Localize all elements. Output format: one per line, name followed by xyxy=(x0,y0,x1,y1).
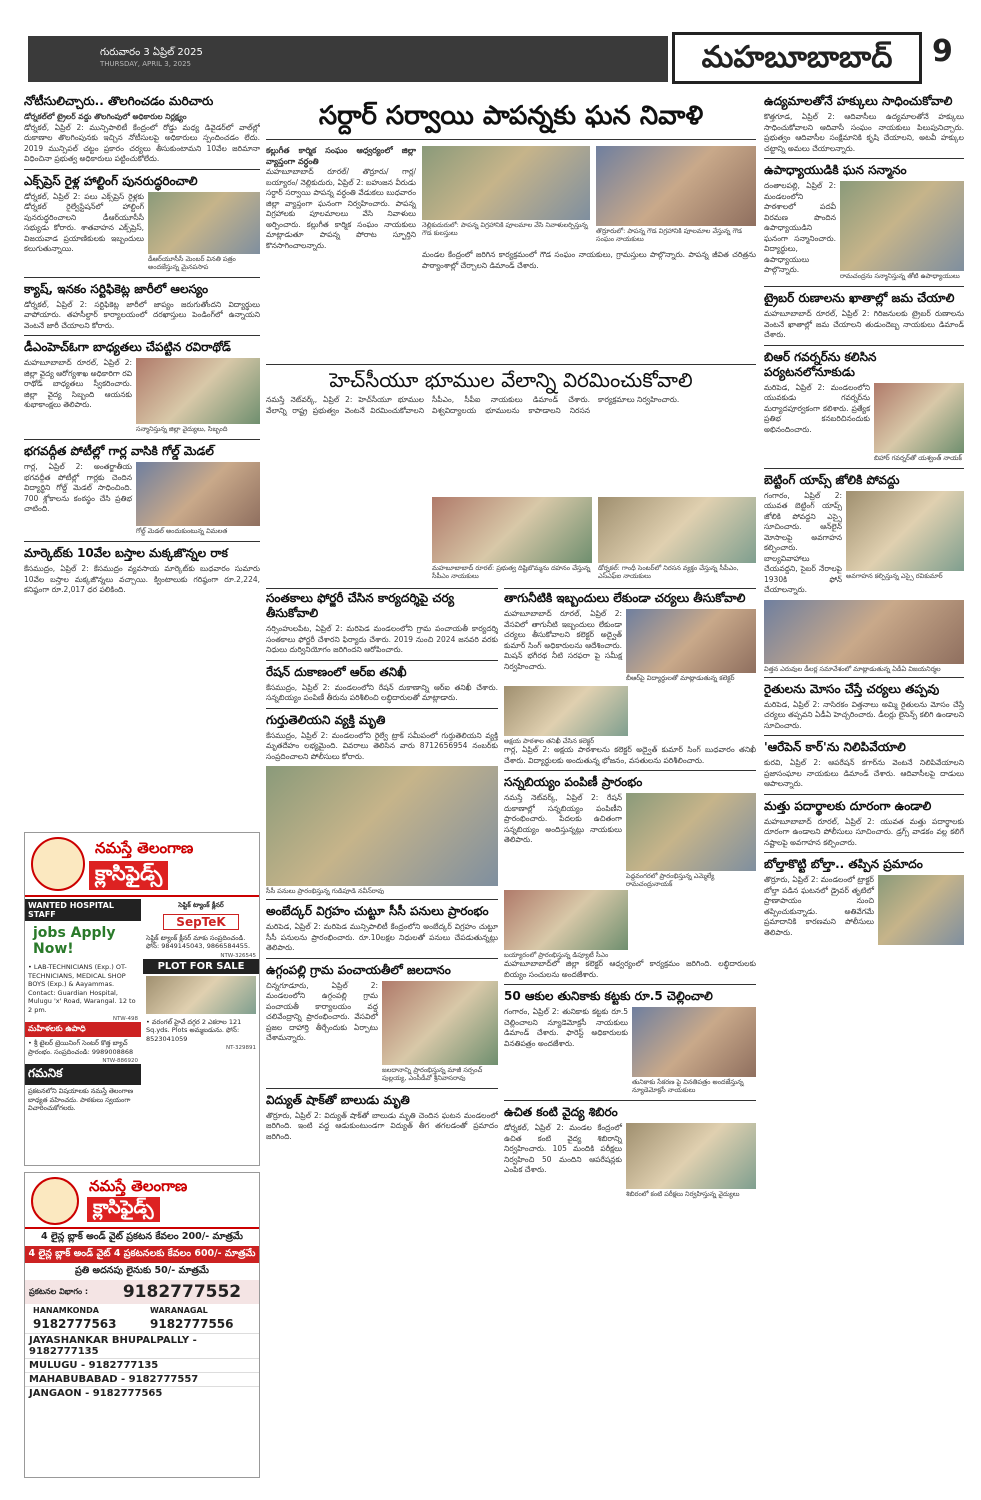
rate-line-1: 4 లైన్ల బ్లాక్ అండ్ వైట్ ప్రకటన కేవలం 200/- మాత్రమే xyxy=(41,1231,243,1242)
story-death-heading: గుర్తుతెలియని వ్యక్తి మృతి xyxy=(266,712,386,727)
divider xyxy=(24,169,260,170)
hcu-photo-1 xyxy=(432,497,592,563)
plot-photo xyxy=(146,976,256,1014)
story-rice-body: నమస్తే నెట్‌వర్క్, ఏప్రిల్ 2: రేషన్ దుకాణాల్లో సన్నబియ్యం పంపిణీని ప్రారంభించారు. పేదలకు ఉచితంగా సన్నబియ్యం అందిస్తున్నట్లు నాయకులు తెలిపారు. xyxy=(504,793,622,844)
plot-text: • వరంగల్ హైవే దగ్గర 2 ఎకరాల 121 Sq.yds. Plots అమ్మబడును. ఫోన్: 8523041059 xyxy=(146,1017,242,1043)
story-water-photo xyxy=(626,609,756,673)
story-express-photo-block xyxy=(148,192,260,271)
divider xyxy=(764,852,964,853)
ads-dept-row xyxy=(25,1280,259,1304)
story-jaladanam-caption: జలదానాన్ని ప్రారంభిస్తున్న మాజీ సర్పంచ్ పుల్లయ్య, ఎంపీడీవో శ్రీనివాసరావు xyxy=(382,1065,483,1082)
district-phone-3: MAHABUBABAD - 9182777557 xyxy=(25,1372,259,1386)
city-1-phone: 9182777563 xyxy=(33,1317,117,1331)
divider xyxy=(764,677,964,678)
lead-story xyxy=(266,146,756,358)
classifieds-right-column xyxy=(143,899,259,1051)
story-electric-body: తొర్రూరు, ఏప్రిల్ 2: విద్యుత్ షాక్‌తో బాలుడు మృతి చెందిన ఘటన మండలంలో జరిగింది. ఇంటి వద్ద ఆడుకుంటుండగా విద్యుత్ తీగ తగలడంతో ప్రమాదం జరిగింది. xyxy=(266,1110,498,1141)
story-rice-heading: సన్నబియ్యం పంపిణీ ప్రారంభం xyxy=(504,775,643,789)
rate-line-2: 4 లైన్ల బ్లాక్ అండ్ వైట్ 4 ప్రకటనలకు కేవలం 600/- మాత్రమే xyxy=(25,1246,259,1263)
mahila-tag: NTW-886920 xyxy=(102,1058,138,1064)
story-teacher-body: దంతాలపల్లి, ఏప్రిల్ 2: మండలంలోని పాఠశాలలో పదవీ విరమణ పొందిన ఉపాధ్యాయుడిని ఘనంగా సన్మానించారు. విద్యార్థులు, ఉపాధ్యాయులు పాల్గొన్నారు. xyxy=(764,181,836,274)
left-column xyxy=(24,92,260,828)
story-teacher-heading: ఉపాధ్యాయుడికి ఘన సన్మానం xyxy=(764,163,907,177)
lead-body: మహబూబాబాద్ రూరల్/ తొర్రూరు/ గార్ల/ బయ్యారం/ నెల్లికుదురు, ఏప్రిల్ 2: బహుజన వీరుడు సర్దార్ సర్వాయి పాపన్న వర్ధంతి వేడుకలు బుధవారం జిల్లా వ్యాప్తంగా ఘనంగా నిర్వహించారు. పాపన్న విగ్రహాలకు పూలమాలలు వేసి నివాళులు అర్పించారు. కల్లుగీత కార్మిక సంఘం నాయకులు మాట్లాడుతూ పాపన్న పోరాట స్ఫూర్తిని కొనసాగించాలన్నారు. xyxy=(266,167,416,250)
story-water-caption: బీఆర్‌పై విద్యార్థులతో మాట్లాడుతున్న కలెక్టర్ xyxy=(626,674,735,682)
story-exam-body: గార్ల, ఏప్రిల్ 2: అక్షయ పాఠశాలను కలెక్టర్ అద్వైత్ కుమార్ సింగ్ బుధవారం తనిఖీ చేశారు. విద్యార్థులకు అందుతున్న భోజనం, వసతులను పరిశీలించారు. xyxy=(504,745,756,765)
divider xyxy=(266,708,498,709)
story-accident-heading: బోల్తాకొట్టి బోల్తా.. తప్పిన ప్రమాదం xyxy=(764,857,923,871)
story-rights-body: కొత్తగూడ, ఏప్రిల్ 2: ఆదివాసీలు ఉద్యమాలతోనే హక్కులు సాధించుకోవాలని ఆదివాసీ సంఘం నాయకులు పిలుపునిచ్చారు. ప్రభుత్వం ఆదివాసీల సంక్షేమానికి కృషి చేయాలని, అటవీ హక్కుల చట్టాన్ని అమలు చేయాలన్నారు. xyxy=(764,112,964,153)
story-ration-heading: రేషన్ దుకాణంలో ఆర్‌ఐ తనిఖీ xyxy=(266,664,407,679)
story-market-heading: మార్కెట్‌కు 10వేల బస్తాల మక్కజొన్నల రాక xyxy=(24,546,228,560)
story-ambedkar-body: మరిపెడ, ఏప్రిల్ 2: మరిపెడ మున్సిపాలిటీ కేంద్రంలోని అంబేద్కర్ విగ్రహం చుట్టూ సీసీ పనులను ప్రారంభించారు. రూ.10లక్షల నిధులతో పనులు చేపడుతున్నట్లు తెలిపారు. xyxy=(266,922,498,952)
classifieds-header xyxy=(25,1173,259,1229)
story-betting-body: గంగారం, ఏప్రిల్ 2: యువత బెట్టింగ్ యాప్స్ జోలికి పోవద్దని ఎస్సై సూచించారు. ఆన్‌లైన్ మోసాలపై అవగాహన కల్పించారు. బాల్యవివాహాలు చేయవద్దని, సైబర్ నేరాలపై 1930కి ఫోన్ చేయాలన్నారు. xyxy=(764,490,842,594)
divider xyxy=(24,541,260,542)
divider xyxy=(504,1100,756,1101)
story-express-caption: డీఆర్‌యూసీసీ మెంబర్ వినతి పత్రం అందజేస్తున్న మైనపసాప xyxy=(148,254,236,271)
ads-dept-label: ప్రకటనల విభాగం : xyxy=(29,1286,89,1296)
story-ration-body: కేసముద్రం, ఏప్రిల్ 2: మండలంలోని రేషన్ దుకాణాన్ని ఆర్‌ఐ తనిఖీ చేశారు. సన్నబియ్యం పంపిణీ తీరును పరిశీలించి లబ్ధిదారులతో మాట్లాడారు. xyxy=(266,682,498,702)
story-express-photo xyxy=(148,192,260,254)
story-gita-body: గార్ల, ఏప్రిల్ 2: అంతర్జాతీయ భగవద్గీత పోటీల్లో గార్లకు చెందిన విద్యార్థిని గోల్డ్ మెడల్ సాధించింది. 700 శ్లోకాలను కంఠస్థం చేసి ప్రతిభ చాటింది. xyxy=(24,462,132,513)
divider xyxy=(764,794,964,795)
divider xyxy=(266,1088,498,1089)
plot-tag: NT-329891 xyxy=(226,1045,256,1051)
city-phone-row xyxy=(25,1304,259,1333)
story-rice-photo-1 xyxy=(626,793,756,871)
story-tunikaku-heading: 50 ఆకుల తునికాకు కట్టకు రూ.5 చెల్లించాలి xyxy=(504,989,713,1003)
rate-line-3: ప్రతి అదనపు లైనుకు 50/- మాత్రమే xyxy=(75,1265,209,1276)
story-rice-caption-1: పెద్దవంగరలో ప్రారంభిస్తున్న ఎమ్మెల్యే రామచంద్రునాయక్ xyxy=(626,872,715,888)
story-express-heading: ఎక్స్‌ప్రెస్ రైళ్ల హాల్టింగ్ పునరుద్ధరించాలి xyxy=(24,173,198,188)
district-phone-4: JANGAON - 9182777565 xyxy=(25,1386,259,1400)
hcu-photo-2 xyxy=(598,497,756,563)
story-gita-heading: భగవద్గీత పోటీల్లో గార్ల వాసికి గోల్డ్ మెడల్ xyxy=(24,444,214,458)
story-dmho-caption: సన్మానిస్తున్న జిల్లా వైద్యులు, సిబ్బంది xyxy=(136,425,228,433)
lead-text-column xyxy=(266,146,416,251)
story-electric-heading: విద్యుత్ షాక్‌తో బాలుడు మృతి xyxy=(266,1092,410,1107)
story-betting-caption: అవగాహన కల్పిస్తున్న ఎస్సై రవికుమార్ xyxy=(846,571,943,580)
hcu-caption-1: మహబూబాబాద్ రూరల్: ప్రభుత్వ దిష్టిబొమ్మను దహనం చేస్తున్న సీపీఎం నాయకులు xyxy=(432,564,591,580)
story-dealers-caption: విత్తన ఎరువుల డీలర్ల సమావేశంలో మాట్లాడుతున్న ఏడీఏ విజయనిర్మల xyxy=(764,664,941,673)
city-1-name: HANAMKONDA xyxy=(33,1306,99,1315)
story-teacher-photo xyxy=(840,181,964,271)
notice-heading: గమనిక xyxy=(25,1064,141,1085)
story-jaladanam-body: చిన్నగూడూరు, ఏప్రిల్ 2: మండలంలోని ఉగ్గంపల్లి గ్రామ పంచాయతీ కార్యాలయం వద్ద చలివేంద్రాన్ని ప్రారంభించారు. వేసవిలో ప్రజల దాహార్తి తీర్చేందుకు ఏర్పాటు చేశామన్నారు. xyxy=(266,980,378,1042)
mahila-text: • శ్రీ టైలర్ ట్రెయినింగ్ సెంటర్ కొత్త బ్యాచ్ ప్రారంభం. సంప్రదించండి: 9989008868 xyxy=(28,1039,134,1056)
story-betting-photo-block xyxy=(846,491,964,580)
jobs-tag: NTW-498 xyxy=(112,1016,138,1022)
story-tunikaku-photo-block xyxy=(632,1007,756,1094)
story-eye-camp-heading: ఉచిత కంటి వైద్య శిబిరం xyxy=(504,1105,618,1119)
divider xyxy=(266,660,498,661)
story-jaladanam-heading: ఉగ్గంపల్లి గ్రామ పంచాయతీలో జలదానం xyxy=(266,962,451,977)
story-betting-photo xyxy=(846,491,964,571)
story-governor-caption: బిహార్ గవర్నర్‌తో యశ్వంత్ నాయక్ xyxy=(874,453,962,462)
story-rights-heading: ఉద్యమాలతోనే హక్కులు సాధించుకోవాలి xyxy=(764,94,953,108)
center-left-column xyxy=(266,588,498,1478)
septic-tag: NTW-326545 xyxy=(220,952,256,959)
masthead-date-english: THURSDAY, APRIL 3, 2025 xyxy=(100,60,191,68)
story-rice-body-2: మహబూబాబాద్‌లో జిల్లా కలెక్టర్ ఆధ్వర్యంలో కార్యక్రమం జరిగింది. లబ్ధిదారులకు బియ్యం సంచులను అందజేశారు. xyxy=(504,959,756,979)
story-farmers-heading: రైతులను మోసం చేస్తే చర్యలు తప్పవు xyxy=(764,681,940,696)
story-market-body: కేసముద్రం, ఏప్రిల్ 2: కేసముద్రం వ్యవసాయ మార్కెట్‌కు బుధవారం సుమారు 10వేల బస్తాల మక్కజొన్నలు వచ్చాయి. క్వింటాలుకు గరిష్ఠంగా రూ.2,224, కనిష్ఠంగా రూ.2,017 ధర పలికింది. xyxy=(24,564,260,594)
lead-body-2: మండల కేంద్రంలో జరిగిన కార్యక్రమంలో గౌడ సంఘం నాయకులు, గ్రామస్తులు పాల్గొన్నారు. పాపన్న జీవిత చరిత్రను పాఠ్యాంశాల్లో చేర్చాలని డిమాండ్ చేశారు. xyxy=(422,250,756,270)
story-notice-subheading: డోర్నకల్‌లో ట్రైలర్ వద్దు తొలగింపులో అధికారుల నిర్లక్ష్యం xyxy=(24,112,187,121)
story-jaladanam-photo xyxy=(382,981,498,1065)
classifieds-ad-1 xyxy=(24,832,260,1166)
divider xyxy=(764,468,964,469)
hcu-body: నమస్తే నెట్‌వర్క్, ఏప్రిల్ 2: హెచ్‌సీయూ భూముల వేలాన్ని రాష్ట్ర ప్రభుత్వం వెంటనే విరమించుకోవాలని సీపీఎం, సీపీఐ నాయకులు డిమాండ్ చేశారు. విశ్వవిద్యాలయ భూములను కాపాడాలని నిరసన కార్యక్రమాలు నిర్వహించారు. xyxy=(266,395,680,415)
story-tunikaku-caption: తునికాకు సేకరణ పై వినతిపత్రం అందజేస్తున్న న్యూడెమోక్రసీ నాయకులు xyxy=(632,1078,744,1094)
septic-text: సెప్టిక్ ట్యాంక్ క్లీనర్ మాకు సంప్రదించండి. ఫోన్: 9849145043, 9866584455. xyxy=(146,933,251,950)
classifieds-seal-icon xyxy=(31,837,85,891)
divider xyxy=(764,158,964,159)
story-governor-photo xyxy=(874,383,964,453)
story-notice-heading: నోటీసులిచ్చారు.. తొలగించడం మరిచారు xyxy=(24,94,214,108)
lead-photo-1 xyxy=(422,146,590,220)
divider xyxy=(764,345,964,346)
story-gita-photo-block xyxy=(136,462,260,535)
story-kagar-heading: 'ఆరేపెన్ కార్'ను నిలిపివేయాలి xyxy=(764,740,906,754)
hcu-story xyxy=(266,364,756,582)
story-governor-photo-block xyxy=(874,383,964,462)
city-2-phone: 9182777556 xyxy=(150,1317,234,1331)
story-teacher-photo-block xyxy=(840,181,964,280)
story-certificates-body: డోర్నకల్, ఏప్రిల్ 2: సర్టిఫికెట్ల జారీలో జాప్యం జరుగుతోందని విద్యార్థులు వాపోయారు. తహసీల్దార్ కార్యాలయంలో దరఖాస్తులు పెండింగ్‌లో ఉన్నాయని వెంటనే జారీ చేయాలని కోరారు. xyxy=(24,299,260,330)
notice-text: ప్రకటనలోని విషయాలకు నమస్తే తెలంగాణ బాధ్యత వహించదు. పాఠకులు స్వయంగా విచారించుకోగలరు. xyxy=(28,1087,134,1112)
divider xyxy=(764,735,964,736)
hcu-caption-2: డోర్నకల్: గాంధీ సెంటర్‌లో నిరసన వ్యక్తం చేస్తున్న సీపీఎం, ఎస్‌ఎఫ్‌ఐ నాయకులు xyxy=(598,564,739,580)
story-ambedkar-heading: అంబేద్కర్ విగ్రహం చుట్టూ సీసీ పనులు ప్రారంభం xyxy=(266,904,489,918)
middle-column xyxy=(504,588,756,1478)
divider xyxy=(504,770,756,771)
masthead xyxy=(20,26,964,88)
classifieds-left-column xyxy=(25,899,141,1115)
divider xyxy=(24,439,260,440)
story-kagar-body: కురవి, ఏప్రిల్ 2: ఆపరేషన్ కగార్‌ను వెంటనే నిలిపివేయాలని ప్రజాసంఘాల నాయకులు డిమాండ్ చేశారు. ఆదివాసీలపై దాడులు ఆపాలన్నారు. xyxy=(764,758,964,788)
story-water-body: మహబూబాబాద్ రూరల్, ఏప్రిల్ 2: వేసవిలో తాగునీటి ఇబ్బందులు లేకుండా చర్యలు తీసుకోవాలని కలెక్టర్ అద్వైత్ కుమార్ సింగ్ అధికారులను ఆదేశించారు. మిషన్ భగీరథ నీటి సరఫరా పై సమీక్ష నిర్వహించారు. xyxy=(504,609,622,671)
story-dealers-photo xyxy=(764,600,964,664)
story-water-heading: తాగునీటికి ఇబ్బందులు లేకుండా చర్యలు తీసుకోవాలి xyxy=(504,591,746,605)
story-accident-photo xyxy=(878,875,964,945)
story-notice-body: డోర్నకల్, ఏప్రిల్ 2: మున్సిపాలిటీ కేంద్రంలో రోడ్డు మధ్య డివైడర్‌లో వాల్‌ల్లో దుకాణాల తొలగింపునకు ఇచ్చిన నోటీసులపై అధికారులు స్పందించడం లేదు. 2019 మున్సిపల్ చట్టం ప్రకారం చర్యలు తీసుకుంటామని 10వేల జరిమానా విధించినా ప్రభుత్వ అధికారులు పట్టించుకోలేదు. xyxy=(24,122,260,163)
city-2-name: WARANAGAL xyxy=(150,1306,208,1315)
classifieds-seal-icon xyxy=(31,1177,79,1225)
story-gita-photo xyxy=(136,462,260,526)
page-number: 9 xyxy=(932,34,953,69)
story-tribal-loans-body: మహబూబాబాద్ రూరల్, ఏప్రిల్ 2: గిరిజనులకు ట్రైబర్ రుణాలను వెంటనే ఖాతాల్లో జమ చేయాలని తుడుందెబ్బ నాయకులు డిమాండ్ చేశారు. xyxy=(764,309,964,339)
story-rice-photo-2 xyxy=(504,890,628,950)
hcu-photo-1-block xyxy=(432,497,592,580)
story-forgery-heading: సంతకాలు ఫోర్జరీ చేసిన కార్యదర్శిపై చర్య తీసుకోవాలి xyxy=(266,591,455,620)
story-jaladanam-photo-block xyxy=(382,981,498,1082)
story-drugs-heading: మత్తు పదార్థాలకు దూరంగా ఉండాలి xyxy=(764,798,932,813)
jobs-text: • LAB-TECHNICIANS (Exp.) OT-TECHNICIANS, MEDICAL SHOP BOYS (Exp.) & Aayammas. Contact: Guardian Hospital, Mulugu 'x' Road, Warangal. 12 to 2 pm. xyxy=(28,963,136,1014)
story-express-body: డోర్నకల్, ఏప్రిల్ 2: పలు ఎక్స్‌ప్రెస్ రైళ్లకు డోర్నకల్ రైల్వేస్టేషన్‌లో హాల్టింగ్ పునరుద్ధరించాలని డీఆర్‌యూసీసీ సభ్యుడు కోరారు. శాతవాహన ఎక్స్‌ప్రెస్, విజయవాడ ప్రయాణికులకు ఇబ్బందులు కలుగుతున్నాయి. xyxy=(24,191,144,253)
story-forgery-body: నర్సింహులపేట, ఏప్రిల్ 2: మరిపెడ మండలంలోని గ్రామ పంచాయతీ కార్యదర్శి సంతకాలు ఫోర్జరీ చేశారని ఫిర్యాదు చేశారు. 2019 నుంచి 2024 జనవరి వరకు నిధులు దుర్వినియోగం జరిగిందని ఆరోపించారు. xyxy=(266,624,498,654)
story-eye-camp-caption: శిబిరంలో కంటి పరీక్షలు నిర్వహిస్తున్న వైద్యులు xyxy=(626,1190,740,1198)
story-certificates-heading: క్యాష్, ఇనకం సర్టిఫికెట్ల జారీలో ఆలస్యం xyxy=(24,281,209,296)
ads-dept-phone: 9182777552 xyxy=(122,1282,242,1302)
hcu-headline: హెచ్‌సీయూ భూముల వేలాన్ని విరమించుకోవాలి xyxy=(329,368,693,392)
lead-caption-1: నెల్లికుదురులో: పాపన్న విగ్రహానికి పూలమాల వేసి నివాళులర్పిస్తున్న గౌడ కులస్తులు xyxy=(422,221,588,237)
divider xyxy=(24,277,260,278)
classifieds-brand-main: క్లాసిఫైడ్స్ xyxy=(87,1197,160,1222)
story-gita-caption: గోల్డ్ మెడల్ అందుకుంటున్న విమలత xyxy=(136,527,228,535)
story-tribal-loans-heading: ట్రైబర్ రుణాలను ఖాతాల్లో జమ చేయాలి xyxy=(764,291,955,305)
masthead-date: గురువారం 3 ఏప్రిల్ 2025 xyxy=(100,47,203,58)
septic-logo: SepTeK xyxy=(163,914,239,930)
divider xyxy=(24,335,260,336)
divider xyxy=(266,899,498,900)
city-1 xyxy=(25,1304,142,1333)
story-water-photo-block xyxy=(626,609,756,682)
mahila-heading: మహిళలకు ఉపాధి xyxy=(25,1022,141,1037)
hcu-photo-2-block xyxy=(598,497,756,580)
story-exam-photo xyxy=(504,686,628,736)
classifieds-brand-top: నమస్తే తెలంగాణ xyxy=(95,839,194,857)
classifieds-header xyxy=(25,833,259,897)
right-column xyxy=(764,92,964,1478)
story-rice-photo-block xyxy=(626,793,756,888)
classifieds-brand-main: క్లాసిఫైడ్స్ xyxy=(89,861,168,890)
divider xyxy=(764,286,964,287)
story-death-body: కేసముద్రం, ఏప్రిల్ 2: మండలంలోని రైల్వే ట్రాక్ సమీపంలో గుర్తుతెలియని వ్యక్తి మృతదేహం లభ్యమైంది. వివరాలు తెలిసిన వారు 8712656954 నంబర్‌కు సంప్రదించాలని పోలీసులు కోరారు. xyxy=(266,730,498,761)
lead-photo-1-block xyxy=(422,146,590,237)
lead-photo-2 xyxy=(596,146,756,226)
story-farmers-body: మరిపెడ, ఏప్రిల్ 2: నాసిరకం విత్తనాలు అమ్మి రైతులను మోసం చేస్తే చర్యలు తప్పవని ఏడీఏ హెచ్చరించారు. డీలర్లు లైసెన్స్ కలిగి ఉండాలని సూచించారు. xyxy=(764,699,964,730)
story-cc-photo xyxy=(266,766,498,886)
classifieds-brand-top: నమస్తే తెలంగాణ xyxy=(89,1177,188,1195)
city-2 xyxy=(142,1304,259,1333)
story-governor-heading: బిఆర్ గవర్నర్‌ను కలిసిన పర్యటనలోనూకుడు xyxy=(764,349,877,379)
wanted-staff-heading: WANTED HOSPITAL STAFF xyxy=(25,899,141,921)
district-title: మహబూబాబాద్ xyxy=(672,32,922,84)
classifieds-ad-2 xyxy=(24,1172,260,1478)
lead-banner xyxy=(266,96,756,140)
story-eye-camp-photo-block xyxy=(626,1123,756,1198)
story-betting-heading: బెట్టింగ్ యాప్స్ జోలికి పోవద్దు xyxy=(764,472,900,487)
story-dmho-heading: డీఎంహెచ్‌ఓగా బాధ్యతలు చేపట్టిన రవిరాథోడ్ xyxy=(24,340,231,354)
district-phone-1: JAYASHANKAR BHUPALPALLY - 9182777135 xyxy=(25,1333,259,1358)
plot-heading: PLOT FOR SALE xyxy=(143,959,259,974)
divider xyxy=(266,958,498,959)
story-drugs-body: మహబూబాబాద్ రూరల్, ఏప్రిల్ 2: యువత మత్తు పదార్థాలకు దూరంగా ఉండాలని పోలీసులు సూచించారు. డ్రగ్స్ వాడకం వల్ల కలిగే నష్టాలపై అవగాహన కల్పించారు. xyxy=(764,816,964,847)
story-teacher-caption: రామచంద్రను సన్మానిస్తున్న తోటి ఉపాధ్యాయులు xyxy=(840,272,960,280)
lead-headline: సర్దార్ సర్వాయి పాపన్నకు ఘన నివాళి xyxy=(318,101,704,131)
story-eye-camp-photo xyxy=(626,1123,756,1189)
story-dmho-photo xyxy=(136,358,260,424)
jobs-logo: jobs Apply Now! xyxy=(33,925,116,957)
lead-photo-2-block xyxy=(596,146,756,243)
story-exam-caption: అక్షయ పాఠశాల తనిఖీ చేసిన కలెక్టర్ xyxy=(504,737,595,745)
story-eye-camp-body: డోర్నకల్, ఏప్రిల్ 2: మండల కేంద్రంలో ఉచిత కంటి వైద్య శిబిరాన్ని నిర్వహించారు. 105 మందికి పరీక్షలు నిర్వహించి 50 మందిని ఆపరేషన్లకు ఎంపిక చేశారు. xyxy=(504,1123,622,1174)
district-phone-2: MULUGU - 9182777135 xyxy=(25,1358,259,1372)
lead-subheading: కల్లుగీత కార్మిక సంఘం ఆధ్వర్యంలో జిల్లా వ్యాప్తంగా వర్ధంతి xyxy=(266,146,416,166)
divider xyxy=(504,984,756,985)
story-accident-body: తొర్రూరు, ఏప్రిల్ 2: మండలంలో ట్రాక్టర్ బోల్తా పడిన ఘటనలో డ్రైవర్ తృటిలో ప్రాణాపాయం నుంచి తప్పించుకున్నాడు. అతివేగమే ప్రమాదానికి కారణమని పోలీసులు తెలిపారు. xyxy=(764,875,874,937)
septic-heading: సెప్టిక్ ట్యాంక్ క్లీనర్ xyxy=(178,901,224,909)
lead-body-2-block xyxy=(422,250,756,271)
story-dmho-body: మహబూబాబాద్ రూరల్, ఏప్రిల్ 2: జిల్లా వైద్య ఆరోగ్యశాఖ అధికారిగా రవి రాథోడ్ బాధ్యతలు స్వీకరించారు. జిల్లా వైద్య సిబ్బంది ఆయనకు శుభాకాంక్షలు తెలిపారు. xyxy=(24,358,132,409)
story-rice-caption-2: బయ్యారంలో ప్రారంభిస్తున్న డిప్యూటీ సీఎం xyxy=(504,951,609,959)
story-tunikaku-body: గంగారం, ఏప్రిల్ 2: తునికాకు కట్టకు రూ.5 చెల్లించాలని న్యూడెమోక్రసీ నాయకులు డిమాండ్ చేశారు. ఫారెస్ట్ అధికారులకు వినతిపత్రం అందజేశారు. xyxy=(504,1007,628,1048)
story-dmho-photo-block xyxy=(136,358,260,433)
story-cc-caption: సీసీ పనులు ప్రారంభిస్తున్న గుడిపూడి నవీన్‌రావు xyxy=(266,887,385,895)
story-tunikaku-photo xyxy=(632,1007,756,1077)
lead-caption-2: తొర్రూరులో: పాపన్న గౌడ విగ్రహానికి పూలమాల వేస్తున్న గౌడ సంఘం నాయకులు xyxy=(596,227,743,243)
story-governor-body: మరిపెడ, ఏప్రిల్ 2: మండలంలోని యువకుడు గవర్నర్‌ను మర్యాదపూర్వకంగా కలిశారు. ప్రత్యేక ప్రతిభ కనబరిచినందుకు అభినందించారు. xyxy=(764,382,870,434)
